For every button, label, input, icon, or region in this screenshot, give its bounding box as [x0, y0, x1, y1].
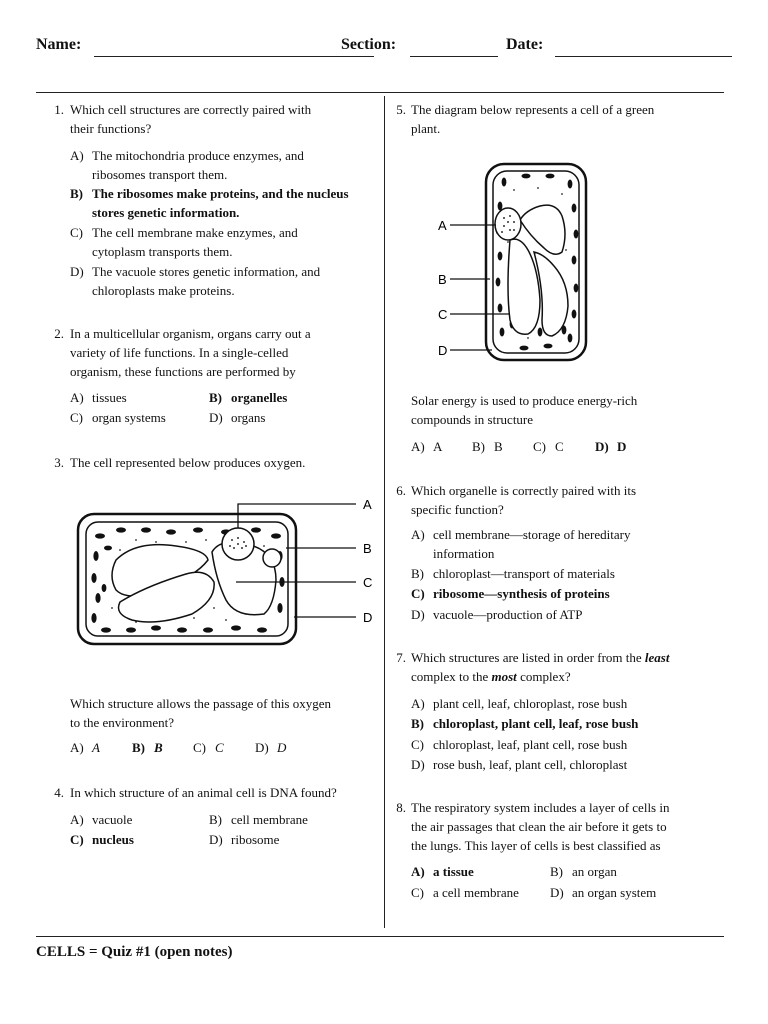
q5-option-b[interactable]: B) B [472, 439, 503, 454]
q2-option-a[interactable]: A) tissues [70, 390, 127, 405]
diagram-label-a: A [438, 218, 447, 233]
question-text: complex to the most complex? [411, 669, 571, 684]
q6-option-b[interactable]: B) chloroplast—transport of materials [411, 566, 615, 581]
diagram-label-a: A [363, 497, 372, 512]
question-text: Solar energy is used to produce energy-rich [411, 393, 638, 408]
question-text: specific function? [411, 502, 504, 517]
footer-divider [36, 936, 724, 937]
q3-option-b[interactable]: B) B [132, 740, 163, 755]
q7-option-a[interactable]: A) plant cell, leaf, chloroplast, rose bush [411, 696, 628, 711]
column-divider [384, 96, 385, 928]
q8-option-c[interactable]: C) a cell membrane [411, 885, 519, 900]
q1-option-b[interactable]: B) The ribosomes make proteins, and the nucleus stores genetic information. [70, 186, 349, 220]
question-text: organism, these functions are performed by [70, 364, 296, 379]
diagram-label-c: C [438, 307, 448, 322]
q7-option-d[interactable]: D) rose bush, leaf, plant cell, chloroplast [411, 757, 628, 772]
name-label: Name: [36, 36, 82, 53]
diagram-label-c: C [363, 575, 373, 590]
question-number: 8. [396, 800, 406, 815]
q5-option-d[interactable]: D) D [595, 439, 627, 454]
question-text: plant. [411, 121, 441, 136]
q3-option-a[interactable]: A) A [70, 740, 100, 755]
question-text: compounds in structure [411, 412, 534, 427]
question-text: Which structures are listed in order from the least [411, 650, 670, 665]
q5-option-a[interactable]: A) A [411, 439, 443, 454]
question-number: 7. [396, 650, 406, 665]
q4-option-b[interactable]: B) cell membrane [209, 812, 308, 827]
q5-option-c[interactable]: C) C [533, 439, 564, 454]
question-text: their functions? [70, 121, 152, 136]
question-text: In which structure of an animal cell is DNA found? [70, 785, 337, 800]
header-divider [36, 92, 724, 93]
question-number: 1. [54, 102, 64, 117]
q1-option-c[interactable]: C) The cell membrane make enzymes, and cytoplasm transports them. [70, 225, 298, 259]
q8-option-d[interactable]: D) an organ system [550, 885, 657, 900]
question-text: The cell represented below produces oxygen. [70, 455, 306, 470]
q7-option-c[interactable]: C) chloroplast, leaf, plant cell, rose bush [411, 737, 628, 752]
q3-option-d[interactable]: D) D [255, 740, 287, 755]
question-number: 5. [396, 102, 406, 117]
q7-option-b[interactable]: B) chloroplast, plant cell, leaf, rose bush [411, 716, 639, 731]
q2-option-b[interactable]: B) organelles [209, 390, 288, 405]
diagram-label-d: D [363, 610, 373, 625]
diagram-label-d: D [438, 343, 448, 358]
q1-option-a[interactable]: A) The mitochondria produce enzymes, and ribosomes transport them. [70, 148, 304, 182]
question-text: Which structure allows the passage of this oxygen [70, 696, 332, 711]
question-text: The diagram below represents a cell of a green [411, 102, 655, 117]
q4-option-c[interactable]: C) nucleus [70, 832, 134, 847]
diagram-label-b: B [438, 272, 447, 287]
q8-option-a[interactable]: A) a tissue [411, 864, 474, 879]
question-number: 6. [396, 483, 406, 498]
question-number: 2. [54, 326, 64, 341]
question-text: In a multicellular organism, organs carry out a [70, 326, 311, 341]
question-number: 3. [54, 455, 64, 470]
q6-option-d[interactable]: D) vacuole—production of ATP [411, 607, 583, 622]
question-text: The respiratory system includes a layer of cells in [411, 800, 670, 815]
question-number: 4. [54, 785, 64, 800]
question-text: Which organelle is correctly paired with its [411, 483, 637, 498]
question-text: the lungs. This layer of cells is best classified as [411, 838, 661, 853]
diagram-label-b: B [363, 541, 372, 556]
plant-cell-diagram-vertical [430, 160, 590, 365]
q4-option-d[interactable]: D) ribosome [209, 832, 280, 847]
q3-option-c[interactable]: C) C [193, 740, 224, 755]
plant-cell-diagram-horizontal [76, 490, 384, 650]
q4-option-a[interactable]: A) vacuole [70, 812, 133, 827]
section-field-line[interactable] [410, 56, 498, 57]
date-field-line[interactable] [555, 56, 732, 57]
name-field-line[interactable] [94, 56, 374, 57]
q2-option-c[interactable]: C) organ systems [70, 410, 166, 425]
question-text: variety of life functions. In a single-celled [70, 345, 289, 360]
q6-option-a[interactable]: A) cell membrane—storage of hereditary information [411, 527, 631, 561]
section-label: Section: [341, 36, 397, 53]
q6-option-c[interactable]: C) ribosome—synthesis of proteins [411, 586, 610, 601]
q8-option-b[interactable]: B) an organ [550, 864, 617, 879]
q1-option-d[interactable]: D) The vacuole stores genetic information, and chloroplasts make proteins. [70, 264, 321, 298]
question-text: the air passages that clean the air before it gets to [411, 819, 667, 834]
quiz-title: CELLS = Quiz #1 (open notes) [36, 944, 233, 960]
question-text: to the environment? [70, 715, 174, 730]
question-text: Which cell structures are correctly paired with [70, 102, 312, 117]
date-label: Date: [506, 36, 544, 53]
q2-option-d[interactable]: D) organs [209, 410, 266, 425]
